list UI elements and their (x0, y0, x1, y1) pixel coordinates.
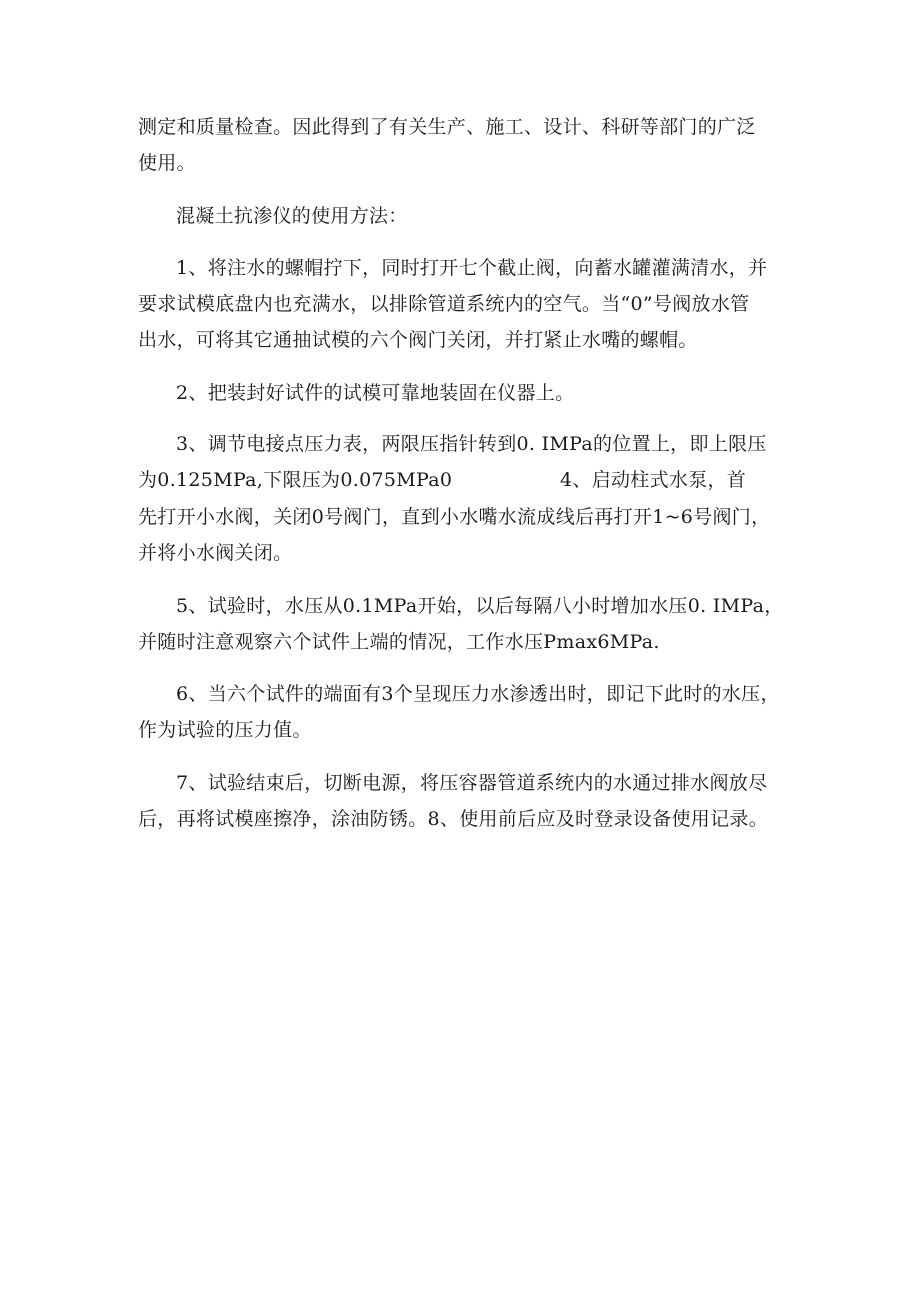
text-line: 4、启动柱式水泵，首 (560, 469, 747, 491)
text-line: 2、把装封好试件的试模可靠地装固在仪器上。 (176, 382, 575, 404)
text-line: 使用。 (138, 152, 196, 174)
text-line: 要求试模底盘内也充满水，以排除管道系统内的空气。当“0”号阀放水管 (138, 293, 750, 315)
section-heading: 混凝土抗渗仪的使用方法： (176, 205, 408, 227)
text-line: 作为试验的压力值。 (138, 719, 312, 741)
text-line: 后，再将试模座擦净，涂油防锈。8、使用前后应及时登录设备使用记录。 (138, 808, 768, 830)
text-line: 5、试验时，水压从0.1MPa开始，以后每隔八小时增加水压0. IMPa， (176, 595, 784, 617)
text-line: 7、试验结束后，切断电源，将压容器管道系统内的水通过排水阀放尽 (176, 772, 768, 794)
text-line: 3、调节电接点压力表，两限压指针转到0. IMPa的位置上，即上限压 (176, 433, 767, 455)
text-line: 先打开小水阀，关闭0号阀门，直到小水嘴水流成线后再打开1~6号阀门， (138, 506, 771, 528)
text-line: 并随时注意观察六个试件上端的情况，工作水压Pmax6MPa. (138, 631, 660, 653)
text-line: 1、将注水的螺帽拧下，同时打开七个截止阀，向蓄水罐灌满清水，并 (176, 257, 768, 279)
text-line: 测定和质量检查。因此得到了有关生产、施工、设计、科研等部门的广泛 (138, 116, 756, 138)
text-line: 并将小水阀关闭。 (138, 542, 293, 564)
text-line: 6、当六个试件的端面有3个呈现压力水渗透出时，即记下此时的水压， (176, 683, 780, 705)
text-line: 为0.125MPa,下限压为0.075MPa0 (138, 469, 453, 491)
text-line: 出水，可将其它通抽试模的六个阀门关闭，并打紧止水嘴的螺帽。 (138, 329, 698, 351)
